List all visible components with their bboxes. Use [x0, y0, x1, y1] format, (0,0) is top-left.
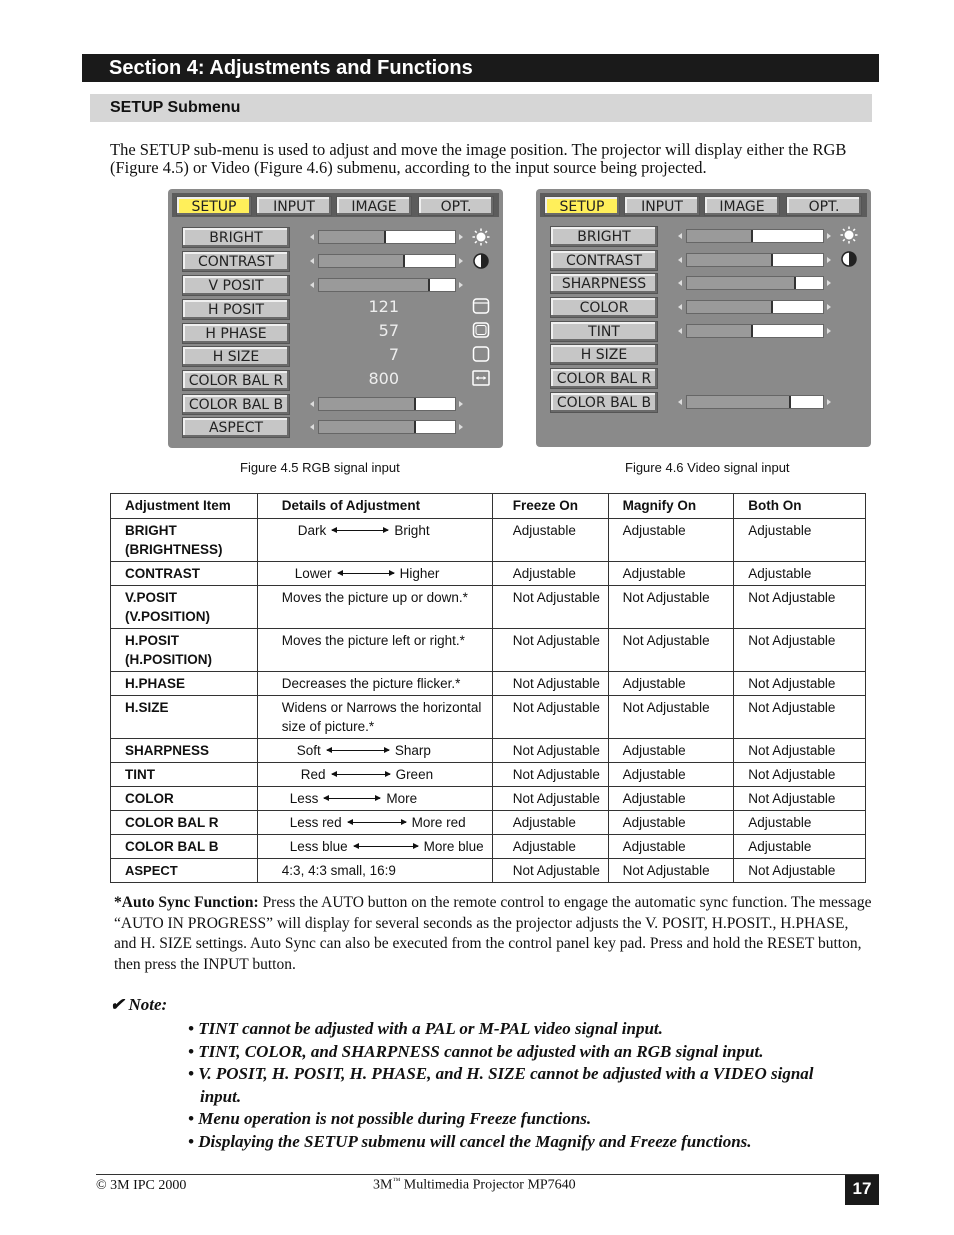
table-row [111, 811, 866, 835]
item-cell: H.SIZE [111, 696, 258, 739]
h-size-screen-icon [472, 345, 490, 363]
menu-item-h-posit[interactable]: H POSIT [182, 299, 290, 320]
footer-product [373, 1176, 576, 1194]
slider-fill [687, 230, 753, 242]
color-slider[interactable] [686, 300, 824, 314]
color-bal-b-slider[interactable] [686, 395, 824, 409]
column-header: Magnify On [608, 494, 734, 519]
arrow-right-icon[interactable] [459, 424, 463, 430]
arrow-left-icon[interactable] [678, 328, 682, 334]
v-posit-slider[interactable] [318, 278, 456, 292]
figure-4-5-caption: Figure 4.5 RGB signal input [240, 460, 400, 475]
both-cell: Not Adjustable [734, 787, 866, 811]
both-cell: Adjustable [734, 811, 866, 835]
both-cell: Not Adjustable [734, 586, 866, 629]
section-title: Section 4: Adjustments and Functions [82, 54, 879, 82]
table-row [111, 787, 866, 811]
contrast-slider[interactable] [686, 253, 824, 267]
slider-fill [687, 325, 753, 337]
range-to: Higher [399, 566, 440, 581]
tint-slider[interactable] [686, 324, 824, 338]
double-arrow-icon [332, 774, 390, 775]
menu-item-sharpness[interactable]: SHARPNESS [550, 273, 658, 294]
sharpness-slider[interactable] [686, 276, 824, 290]
note-item: • TINT cannot be adjusted with a PAL or M-PAL video signal input. [188, 1019, 663, 1038]
menu-item-tint[interactable]: TINT [550, 321, 658, 342]
video-setup-menu [536, 189, 871, 447]
tab-image[interactable]: IMAGE [704, 196, 780, 216]
details-cell [257, 835, 492, 859]
menu-item-v-posit[interactable]: V POSIT [182, 275, 290, 296]
arrow-left-icon[interactable] [678, 280, 682, 286]
horizontal-arrow-icon [472, 369, 490, 387]
menu-item-h-size[interactable]: H SIZE [182, 346, 290, 367]
arrow-right-icon[interactable] [459, 258, 463, 264]
arrow-left-icon[interactable] [678, 257, 682, 263]
double-arrow-icon [332, 530, 388, 531]
arrow-right-icon[interactable] [459, 282, 463, 288]
table-row [111, 586, 866, 629]
range-to: More [386, 791, 418, 806]
column-header: Both On [734, 494, 866, 519]
magnify-cell: Adjustable [608, 672, 734, 696]
both-cell: Not Adjustable [734, 696, 866, 739]
page-number: 17 [845, 1175, 879, 1205]
freeze-cell: Not Adjustable [492, 787, 608, 811]
note-item: • V. POSIT, H. POSIT, H. PHASE, and H. SIZE cannot be adjusted with a VIDEO signal input. [188, 1064, 814, 1106]
arrow-right-icon[interactable] [459, 234, 463, 240]
item-cell: COLOR BAL R [111, 811, 258, 835]
arrow-left-icon[interactable] [678, 304, 682, 310]
freeze-cell: Not Adjustable [492, 763, 608, 787]
note-heading: ✔ Note: [110, 995, 168, 1014]
range-from: Less red [289, 815, 342, 830]
both-cell: Not Adjustable [734, 739, 866, 763]
auto-sync-text: Press the AUTO button on the remote control to engage the automatic sync function. The message “AUTO IN PROGRESS” will display for several seconds as the projector adjusts the V. POSIT, H.POSIT., H.PHASE, and H. SIZE settings. Auto Sync can also be executed from the control panel key pad. Press and hold the RESET button, then press the INPUT button. [114, 894, 872, 973]
submenu-title: SETUP Submenu [90, 94, 872, 122]
details-cell [257, 519, 492, 562]
tab-setup[interactable]: SETUP [176, 196, 252, 216]
item-cell: BRIGHT (BRIGHTNESS) [111, 519, 258, 562]
slider-fill [319, 398, 416, 410]
double-arrow-icon [354, 846, 418, 847]
both-cell: Not Adjustable [734, 672, 866, 696]
arrow-right-icon[interactable] [827, 399, 831, 405]
menu-item-color-bal-r[interactable]: COLOR BAL R [182, 370, 290, 391]
table-row [111, 739, 866, 763]
magnify-cell: Adjustable [608, 763, 734, 787]
contrast-icon [840, 250, 858, 268]
trademark-mark: ™ [392, 1176, 401, 1185]
freeze-cell: Adjustable [492, 835, 608, 859]
item-cell: ASPECT [111, 859, 258, 883]
auto-sync-label: *Auto Sync Function: [114, 894, 259, 911]
table-row [111, 763, 866, 787]
brightness-sun-icon [472, 228, 490, 246]
magnify-cell: Adjustable [608, 835, 734, 859]
magnify-cell: Adjustable [608, 562, 734, 586]
range-to: Green [395, 767, 434, 782]
details-cell: Moves the picture left or right.* [257, 629, 492, 672]
intro-paragraph: The SETUP sub-menu is used to adjust and move the image position. The projector will display either the RGB (Figure 4.5) or Video (Figure 4.6) submenu, according to the input source being projected. [110, 140, 847, 177]
footer-rule [96, 1174, 879, 1175]
h-posit-value: 121 [368, 297, 399, 316]
freeze-cell: Not Adjustable [492, 696, 608, 739]
details-cell: Moves the picture up or down.* [257, 586, 492, 629]
both-cell: Not Adjustable [734, 763, 866, 787]
magnify-cell: Adjustable [608, 739, 734, 763]
arrow-right-icon[interactable] [459, 401, 463, 407]
table-row [111, 672, 866, 696]
double-arrow-icon [338, 573, 394, 574]
column-header: Adjustment Item [111, 494, 258, 519]
magnify-cell: Not Adjustable [608, 586, 734, 629]
bright-slider[interactable] [318, 230, 456, 244]
range-to: More red [411, 815, 466, 830]
arrow-right-icon[interactable] [827, 280, 831, 286]
tab-opt[interactable]: OPT. [786, 196, 862, 216]
h-posit-screen-icon [472, 297, 490, 315]
details-cell [257, 562, 492, 586]
bright-slider[interactable] [686, 229, 824, 243]
contrast-slider[interactable] [318, 254, 456, 268]
details-cell [257, 763, 492, 787]
slider-fill [319, 279, 430, 291]
arrow-left-icon[interactable] [678, 399, 682, 405]
double-arrow-icon [348, 822, 406, 823]
footer-copyright: © 3M IPC 2000 [96, 1178, 187, 1193]
details-cell [257, 787, 492, 811]
column-header: Details of Adjustment [257, 494, 492, 519]
freeze-cell: Not Adjustable [492, 586, 608, 629]
details-cell: Decreases the picture flicker.* [257, 672, 492, 696]
range-from: Soft [296, 743, 321, 758]
note-item: • Menu operation is not possible during Freeze functions. [188, 1109, 592, 1128]
magnify-cell: Not Adjustable [608, 629, 734, 672]
tab-image[interactable]: IMAGE [336, 196, 412, 216]
menu-item-aspect[interactable]: ASPECT [182, 417, 290, 438]
magnify-cell: Not Adjustable [608, 696, 734, 739]
tab-input[interactable]: INPUT [624, 196, 700, 216]
range-from: Dark [297, 523, 327, 538]
table-row [111, 696, 866, 739]
color-bal-b-slider[interactable] [318, 397, 456, 411]
arrow-right-icon[interactable] [827, 257, 831, 263]
menu-item-contrast[interactable]: CONTRAST [550, 250, 658, 271]
h-phase-screen-icon [472, 321, 490, 339]
details-cell [257, 739, 492, 763]
both-cell: Adjustable [734, 562, 866, 586]
arrow-left-icon[interactable] [310, 401, 314, 407]
color-bal-r-value: 800 [368, 369, 399, 388]
footer-product-name: Multimedia Projector MP7640 [400, 1177, 576, 1193]
magnify-cell: Adjustable [608, 787, 734, 811]
item-cell: COLOR [111, 787, 258, 811]
range-from: Lower [294, 566, 332, 581]
freeze-cell: Adjustable [492, 519, 608, 562]
both-cell: Not Adjustable [734, 859, 866, 883]
range-from: Less blue [289, 839, 348, 854]
both-cell: Not Adjustable [734, 629, 866, 672]
item-cell: TINT [111, 763, 258, 787]
aspect-slider[interactable] [318, 420, 456, 434]
magnify-cell: Adjustable [608, 811, 734, 835]
menu-item-color-bal-r[interactable]: COLOR BAL R [550, 368, 658, 389]
item-cell: H.PHASE [111, 672, 258, 696]
item-cell: H.POSIT (H.POSITION) [111, 629, 258, 672]
contrast-icon [472, 252, 490, 270]
arrow-left-icon[interactable] [678, 233, 682, 239]
note-list [188, 1018, 838, 1153]
details-cell [257, 811, 492, 835]
menu-item-bright[interactable]: BRIGHT [182, 227, 290, 248]
slider-fill [687, 254, 773, 266]
item-cell: CONTRAST [111, 562, 258, 586]
item-cell: V.POSIT (V.POSITION) [111, 586, 258, 629]
table-header-row [111, 494, 866, 519]
magnify-cell: Not Adjustable [608, 859, 734, 883]
slider-fill [319, 255, 405, 267]
range-to: Bright [394, 523, 430, 538]
freeze-cell: Not Adjustable [492, 629, 608, 672]
rgb-setup-menu [168, 189, 503, 448]
table-row [111, 519, 866, 562]
menu-item-color-bal-b[interactable]: COLOR BAL B [550, 392, 658, 413]
table-row [111, 835, 866, 859]
arrow-right-icon[interactable] [827, 304, 831, 310]
arrow-left-icon[interactable] [310, 424, 314, 430]
footer-brand: 3M [373, 1177, 393, 1193]
column-header: Freeze On [492, 494, 608, 519]
table-row [111, 629, 866, 672]
slider-fill [319, 421, 416, 433]
details-cell: Widens or Narrows the horizontal size of picture.* [257, 696, 492, 739]
auto-sync-paragraph [114, 893, 874, 975]
note-item: • TINT, COLOR, and SHARPNESS cannot be adjusted with an RGB signal input. [188, 1041, 764, 1061]
freeze-cell: Not Adjustable [492, 739, 608, 763]
details-cell: 4:3, 4:3 small, 16:9 [257, 859, 492, 883]
freeze-cell: Adjustable [492, 811, 608, 835]
table-row [111, 859, 866, 883]
arrow-left-icon[interactable] [310, 234, 314, 240]
freeze-cell: Adjustable [492, 562, 608, 586]
double-arrow-icon [327, 750, 389, 751]
arrow-right-icon[interactable] [827, 328, 831, 334]
tab-opt[interactable]: OPT. [418, 196, 494, 216]
item-cell: COLOR BAL B [111, 835, 258, 859]
note-item: • Displaying the SETUP submenu will cancel the Magnify and Freeze functions. [188, 1131, 752, 1151]
brightness-sun-icon [840, 226, 858, 244]
arrow-right-icon[interactable] [827, 233, 831, 239]
both-cell: Adjustable [734, 519, 866, 562]
tab-input[interactable]: INPUT [256, 196, 332, 216]
menu-item-color[interactable]: COLOR [550, 297, 658, 318]
menu-item-color-bal-b[interactable]: COLOR BAL B [182, 394, 290, 415]
slider-fill [687, 301, 773, 313]
figure-4-6-caption: Figure 4.6 Video signal input [625, 460, 790, 475]
range-to: Sharp [394, 743, 431, 758]
range-to: More blue [423, 839, 484, 854]
magnify-cell: Adjustable [608, 519, 734, 562]
freeze-cell: Not Adjustable [492, 672, 608, 696]
arrow-left-icon[interactable] [310, 282, 314, 288]
slider-fill [319, 231, 386, 243]
range-from: Red [300, 767, 326, 782]
adjustment-table [110, 493, 866, 883]
h-phase-value: 57 [378, 321, 399, 340]
menu-item-contrast[interactable]: CONTRAST [182, 251, 290, 272]
tab-setup[interactable]: SETUP [544, 196, 620, 216]
menu-item-h-phase[interactable]: H PHASE [182, 323, 290, 344]
table-row [111, 562, 866, 586]
double-arrow-icon [324, 798, 380, 799]
menu-item-bright[interactable]: BRIGHT [550, 226, 658, 247]
h-size-value: 7 [388, 345, 399, 364]
item-cell: SHARPNESS [111, 739, 258, 763]
range-from: Less [289, 791, 319, 806]
freeze-cell: Not Adjustable [492, 859, 608, 883]
slider-fill [687, 396, 791, 408]
both-cell: Adjustable [734, 835, 866, 859]
arrow-left-icon[interactable] [310, 258, 314, 264]
menu-item-h-size[interactable]: H SIZE [550, 344, 658, 365]
slider-fill [687, 277, 796, 289]
